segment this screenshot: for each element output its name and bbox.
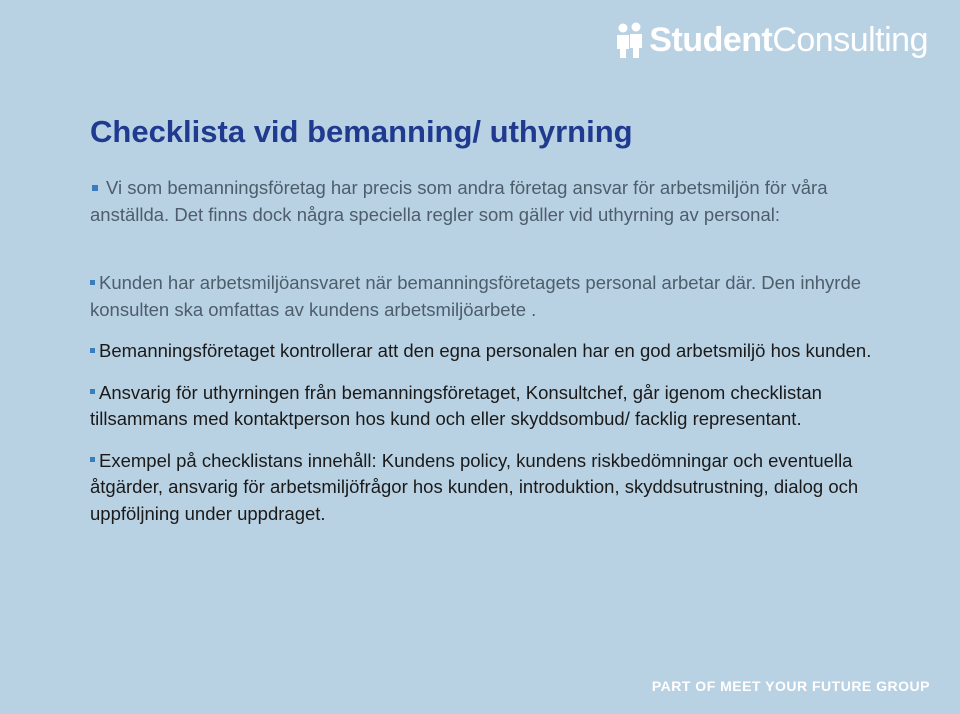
- bullet-square-icon: [90, 457, 95, 462]
- list-item-text: Exempel på checklistans innehåll: Kundens policy, kundens riskbedömningar och eventuella åtgärder, ansvarig för arbetsmiljöfrågor hos kunden, introduktion, skyddsutrustning, dialog och uppföljning under uppdraget.: [90, 449, 859, 524]
- slide-title: Checklista vid bemanning/ uthyrning: [90, 114, 633, 149]
- list-item: [90, 448, 902, 528]
- bullet-square-icon: [90, 348, 95, 353]
- intro-text: Vi som bemanningsföretag har precis som andra företag ansvar för arbetsmiljön för våra anställda. Det finns dock några speciella regler som gäller vid uthyrning av personal:: [90, 177, 828, 225]
- list-item-text: Kunden har arbetsmiljöansvaret när bemanningsföretagets personal arbetar där. Den inhyrde konsulten ska omfattas av kundens arbetsmiljöarbete .: [90, 272, 862, 320]
- studentconsulting-logo: [615, 22, 928, 58]
- people-logo-icon: [615, 22, 645, 58]
- bullet-square-icon: [90, 280, 95, 285]
- footer-tagline: PART OF MEET YOUR FUTURE GROUP: [651, 678, 930, 694]
- list-item: [90, 338, 902, 365]
- intro-paragraph: [90, 174, 890, 228]
- list-item-text: Ansvarig för uthyrningen från bemanningsföretaget, Konsultchef, går igenom checklistan tillsammans med kontaktperson hos kund och eller skyddsombud/ facklig representant.: [90, 381, 822, 429]
- list-item: [90, 270, 902, 323]
- logo-text-student: Student: [649, 21, 773, 59]
- bullet-square-icon: [90, 389, 95, 394]
- list-item: [90, 380, 902, 433]
- checklist-items: [90, 270, 902, 542]
- list-item-text: Bemanningsföretaget kontrollerar att den egna personalen har en god arbetsmiljö hos kunden.: [99, 340, 872, 361]
- bullet-square-icon: [92, 185, 98, 191]
- logo-text-consulting: Consulting: [772, 21, 928, 59]
